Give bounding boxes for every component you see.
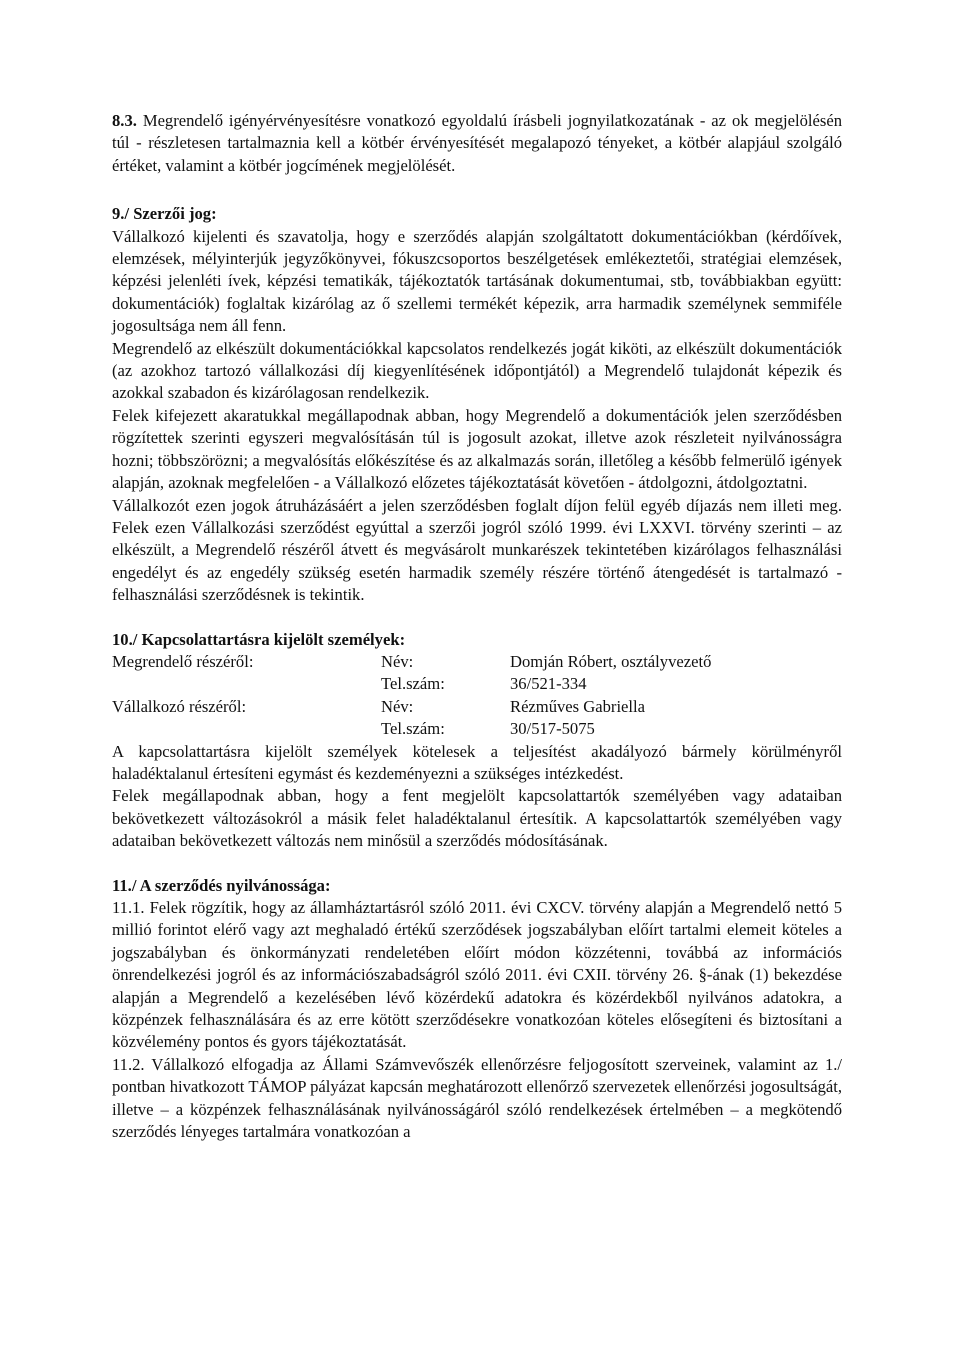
item-number: 11.2.	[112, 1054, 145, 1074]
paragraph: Megrendelő az elkészült dokumentációkkal kapcsolatos rendelkezés jogát kiköti, az elkészült dokumentációk (az azokhoz tartozó vállalkozási díj kiegyenlítésének időpontjától) a Megrendelő tulajdonát képezik és azokkal szabadon és kizárólagosan rendelkezik.	[112, 338, 842, 403]
paragraph: A kapcsolattartásra kijelölt személyek kötelesek a teljesítést akadályozó bármely körülményről haladéktalanul értesíteni egymást és kezdeményezni a szükséges intézkedést.	[112, 741, 842, 783]
contact-row	[112, 718, 842, 740]
paragraph: Felek megállapodnak abban, hogy a fent megjelölt kapcsolattartók személyében vagy adataiban bekövetkezett változásokról a másik felet haladéktalanul értesítik. A kapcsolattartók személyében vagy adataiban bekövetkezett változás nem minősül a szerződés módosításának.	[112, 786, 842, 851]
contact-label: Tel.szám:	[381, 719, 445, 739]
section-8-3	[112, 110, 842, 177]
contact-value: Domján Róbert, osztályvezető	[510, 651, 712, 671]
paragraph: Vállalkozó kijelenti és szavatolja, hogy e szerződés alapján szolgáltatott dokumentációkban (kérdőívek, elemzések, mélyinterjúk jegyzőkönyvei, fókuszcsoportos beszélgetések emlékeztetői, stratégiai elemzések, képzési jelenléti ívek, képzési tematikák, tájékoztatók tartásának dokumentumai, stb, továbbiakban együtt: dokumentációk) foglaltak kizárólag az ő szellemi termékét képezik, arra harmadik személynek semmiféle jogosultsága nem áll fenn.	[112, 226, 842, 336]
section-text: Megrendelő igényérvényesítésre vonatkozó egyoldalú írásbeli jognyilatkozatának - az ok megjelölésén túl - részletesen tartalmaznia kell a kötbér érvényesítését megalapozó tényeket, a kötbér alapjául szolgáló értéket, valamint a kötbér jogcímének megjelölését.	[112, 111, 843, 175]
contact-party: Vállalkozó részéről:	[112, 696, 247, 716]
contact-label: Név:	[381, 696, 414, 716]
item-text: Vállalkozó elfogadja az Állami Számvevőszék ellenőrzésre feljogosított szerveinek, valamint az 1./ pontban hivatkozott TÁMOP pályázat kapcsán meghatározott ellenőrző szervezetek ellenőrzési jogosultságát, illetve – a közpénzek felhasználásának nyilvánosságáról szóló rendelkezések értelmében – a megkötendő szerződés lényeges tartalmára vonatkozóan a	[112, 1054, 842, 1141]
item-text: Felek rögzítik, hogy az államháztartásról szóló 2011. évi CXCV. törvény alapján a Megrendelő nettó 5 millió forintot elérő vagy azt meghaladó értékű szerződések jogszabályban előírt tartalmi elemeit köteles a jogszabályban és önkormányzati rendeletében előírt módon közzétenni, továbbá az információs önrendelkezési jogról és az információszabadságról szóló 2011. évi CXII. törvény 26. §-ának (1) bekezdése alapján a Megrendelő a kezelésében lévő közérdekű adatokra és közérdekből nyilvános adatokra, a közpénzek felhasználására és az erre kötött szerződésekre vonatkozóan köteles elősegíteni és biztosítani a közvélemény pontos és gyors tájékoztatását.	[112, 897, 842, 1052]
section-number: 8.3.	[112, 111, 137, 130]
contact-label: Név:	[381, 651, 414, 671]
contact-value: 30/517-5075	[510, 719, 595, 739]
paragraph: Vállalkozót ezen jogok átruházásáért a jelen szerződésben foglalt díjon felül egyéb díjazás nem illeti meg. Felek ezen Vállalkozási szerződést egyúttal a szerzői jogról szóló 1999. évi LXXVI. törvény szerinti – az elkészült, a Megrendelő részéről átvett és megvásárolt munkarészek tekintetében kizárólagos felhasználási engedélyt és az engedély szükség esetén harmadik személy részére történő átengedését is tartalmazó - felhasználási szerződésnek is tekintik.	[112, 495, 842, 605]
contact-party: Megrendelő részéről:	[112, 651, 254, 671]
paragraph: Felek kifejezett akaratukkal megállapodnak abban, hogy Megrendelő a dokumentációk jelen szerződésben rögzítettek szerinti egyszeri megvalósításán túl is jogosult azokat, illetve azok részleteit nyilvánosságra hozni; többszörözni; a megvalósítás előkészítése és az alkalmazás során, illetőleg a később felmerülő igények alapján, azoknak megfelelően - a Vállalkozó előzetes tájékoztatását követően - átdolgozni, átdolgoztatni.	[112, 405, 842, 493]
contacts-table	[112, 651, 842, 741]
contact-row	[112, 673, 842, 695]
item-number: 11.1.	[112, 897, 145, 917]
contact-row	[112, 696, 842, 718]
section-11-1	[112, 897, 842, 1054]
section-10-heading: 10./ Kapcsolattartásra kijelölt személyek:	[112, 629, 406, 649]
section-9-heading: 9./ Szerzői jog:	[112, 204, 217, 224]
contact-row	[112, 651, 842, 673]
document-page	[112, 110, 842, 1143]
contact-value: 36/521-334	[510, 674, 587, 694]
contact-label: Tel.szám:	[381, 674, 445, 694]
contact-value: Rézműves Gabriella	[510, 696, 646, 716]
section-11-heading: 11./ A szerződés nyilvánossága:	[112, 875, 331, 895]
section-11-2	[112, 1054, 842, 1144]
